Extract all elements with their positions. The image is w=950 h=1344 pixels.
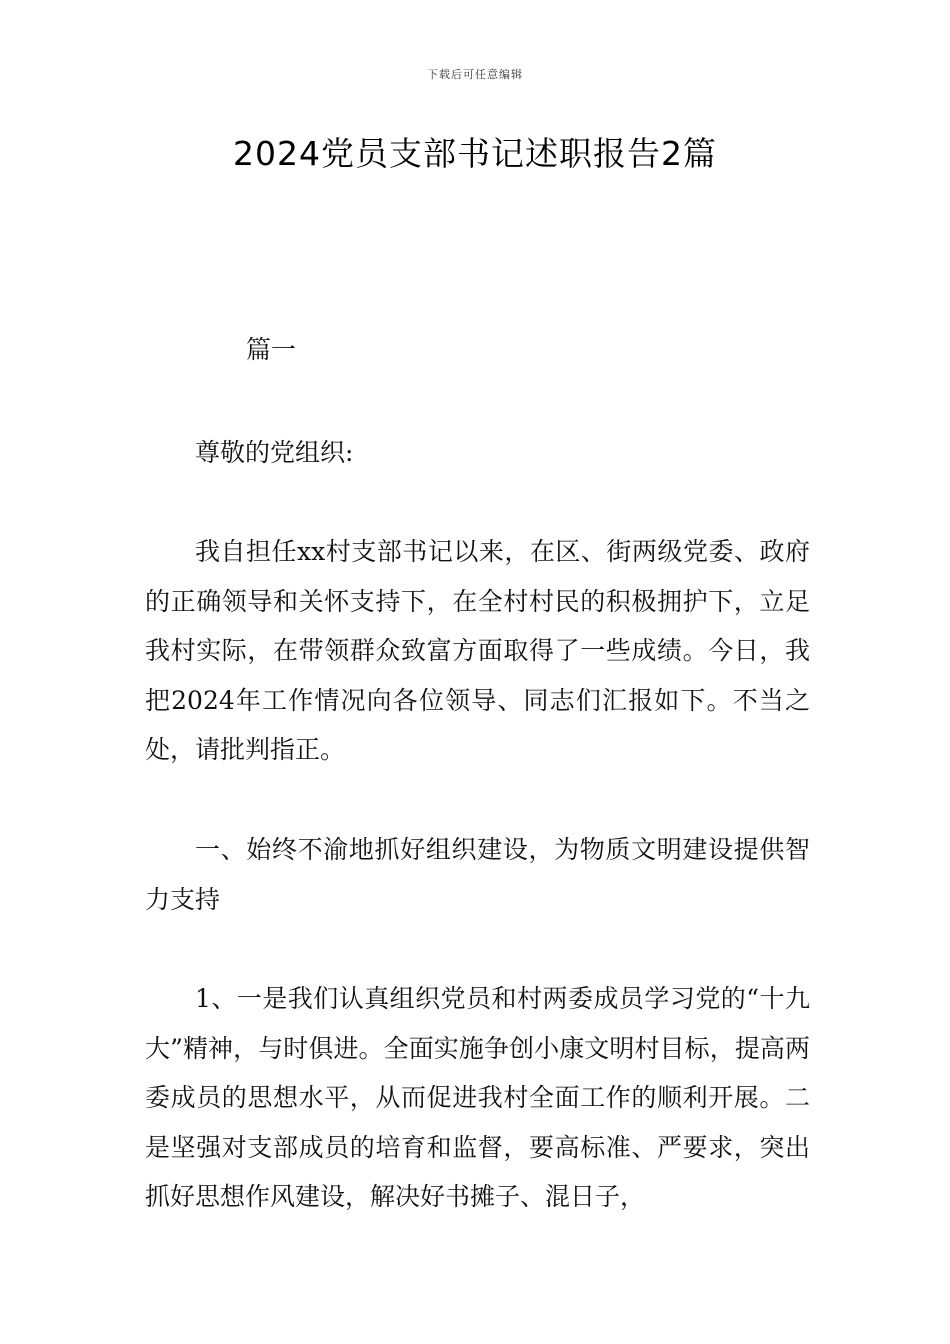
section-heading-paragraph: 一、始终不渝地抓好组织建设，为物质文明建设提供智力支持 bbox=[145, 835, 810, 914]
body-paragraph: 1、一是我们认真组织党员和村两委成员学习党的“十九大”精神，与时俱进。全面实施争创小康文明村目标，提高两委成员的思想水平，从而促进我村全面工作的顺利开展。二是坚强对支部成员的培育和监督，要高标准、严要求，突出抓好思想作风建设，解决好书摊子、混日子， bbox=[145, 984, 810, 1211]
header-note: 下载后可任意编辑 bbox=[427, 68, 523, 81]
body-paragraph: 我自担任xx村支部书记以来，在区、街两级党委、政府的正确领导和关怀支持下，在全村村民的积极拥护下，立足我村实际，在带领群众致富方面取得了一些成绩。今日，我把2024年工作情况向各位领导、同志们汇报如下。不当之处，请批判指正。 bbox=[145, 537, 810, 764]
document-title: 2024党员支部书记述职报告2篇 bbox=[233, 134, 717, 173]
section-label: 篇一 bbox=[246, 335, 297, 364]
salutation: 尊敬的党组织: bbox=[195, 438, 354, 467]
